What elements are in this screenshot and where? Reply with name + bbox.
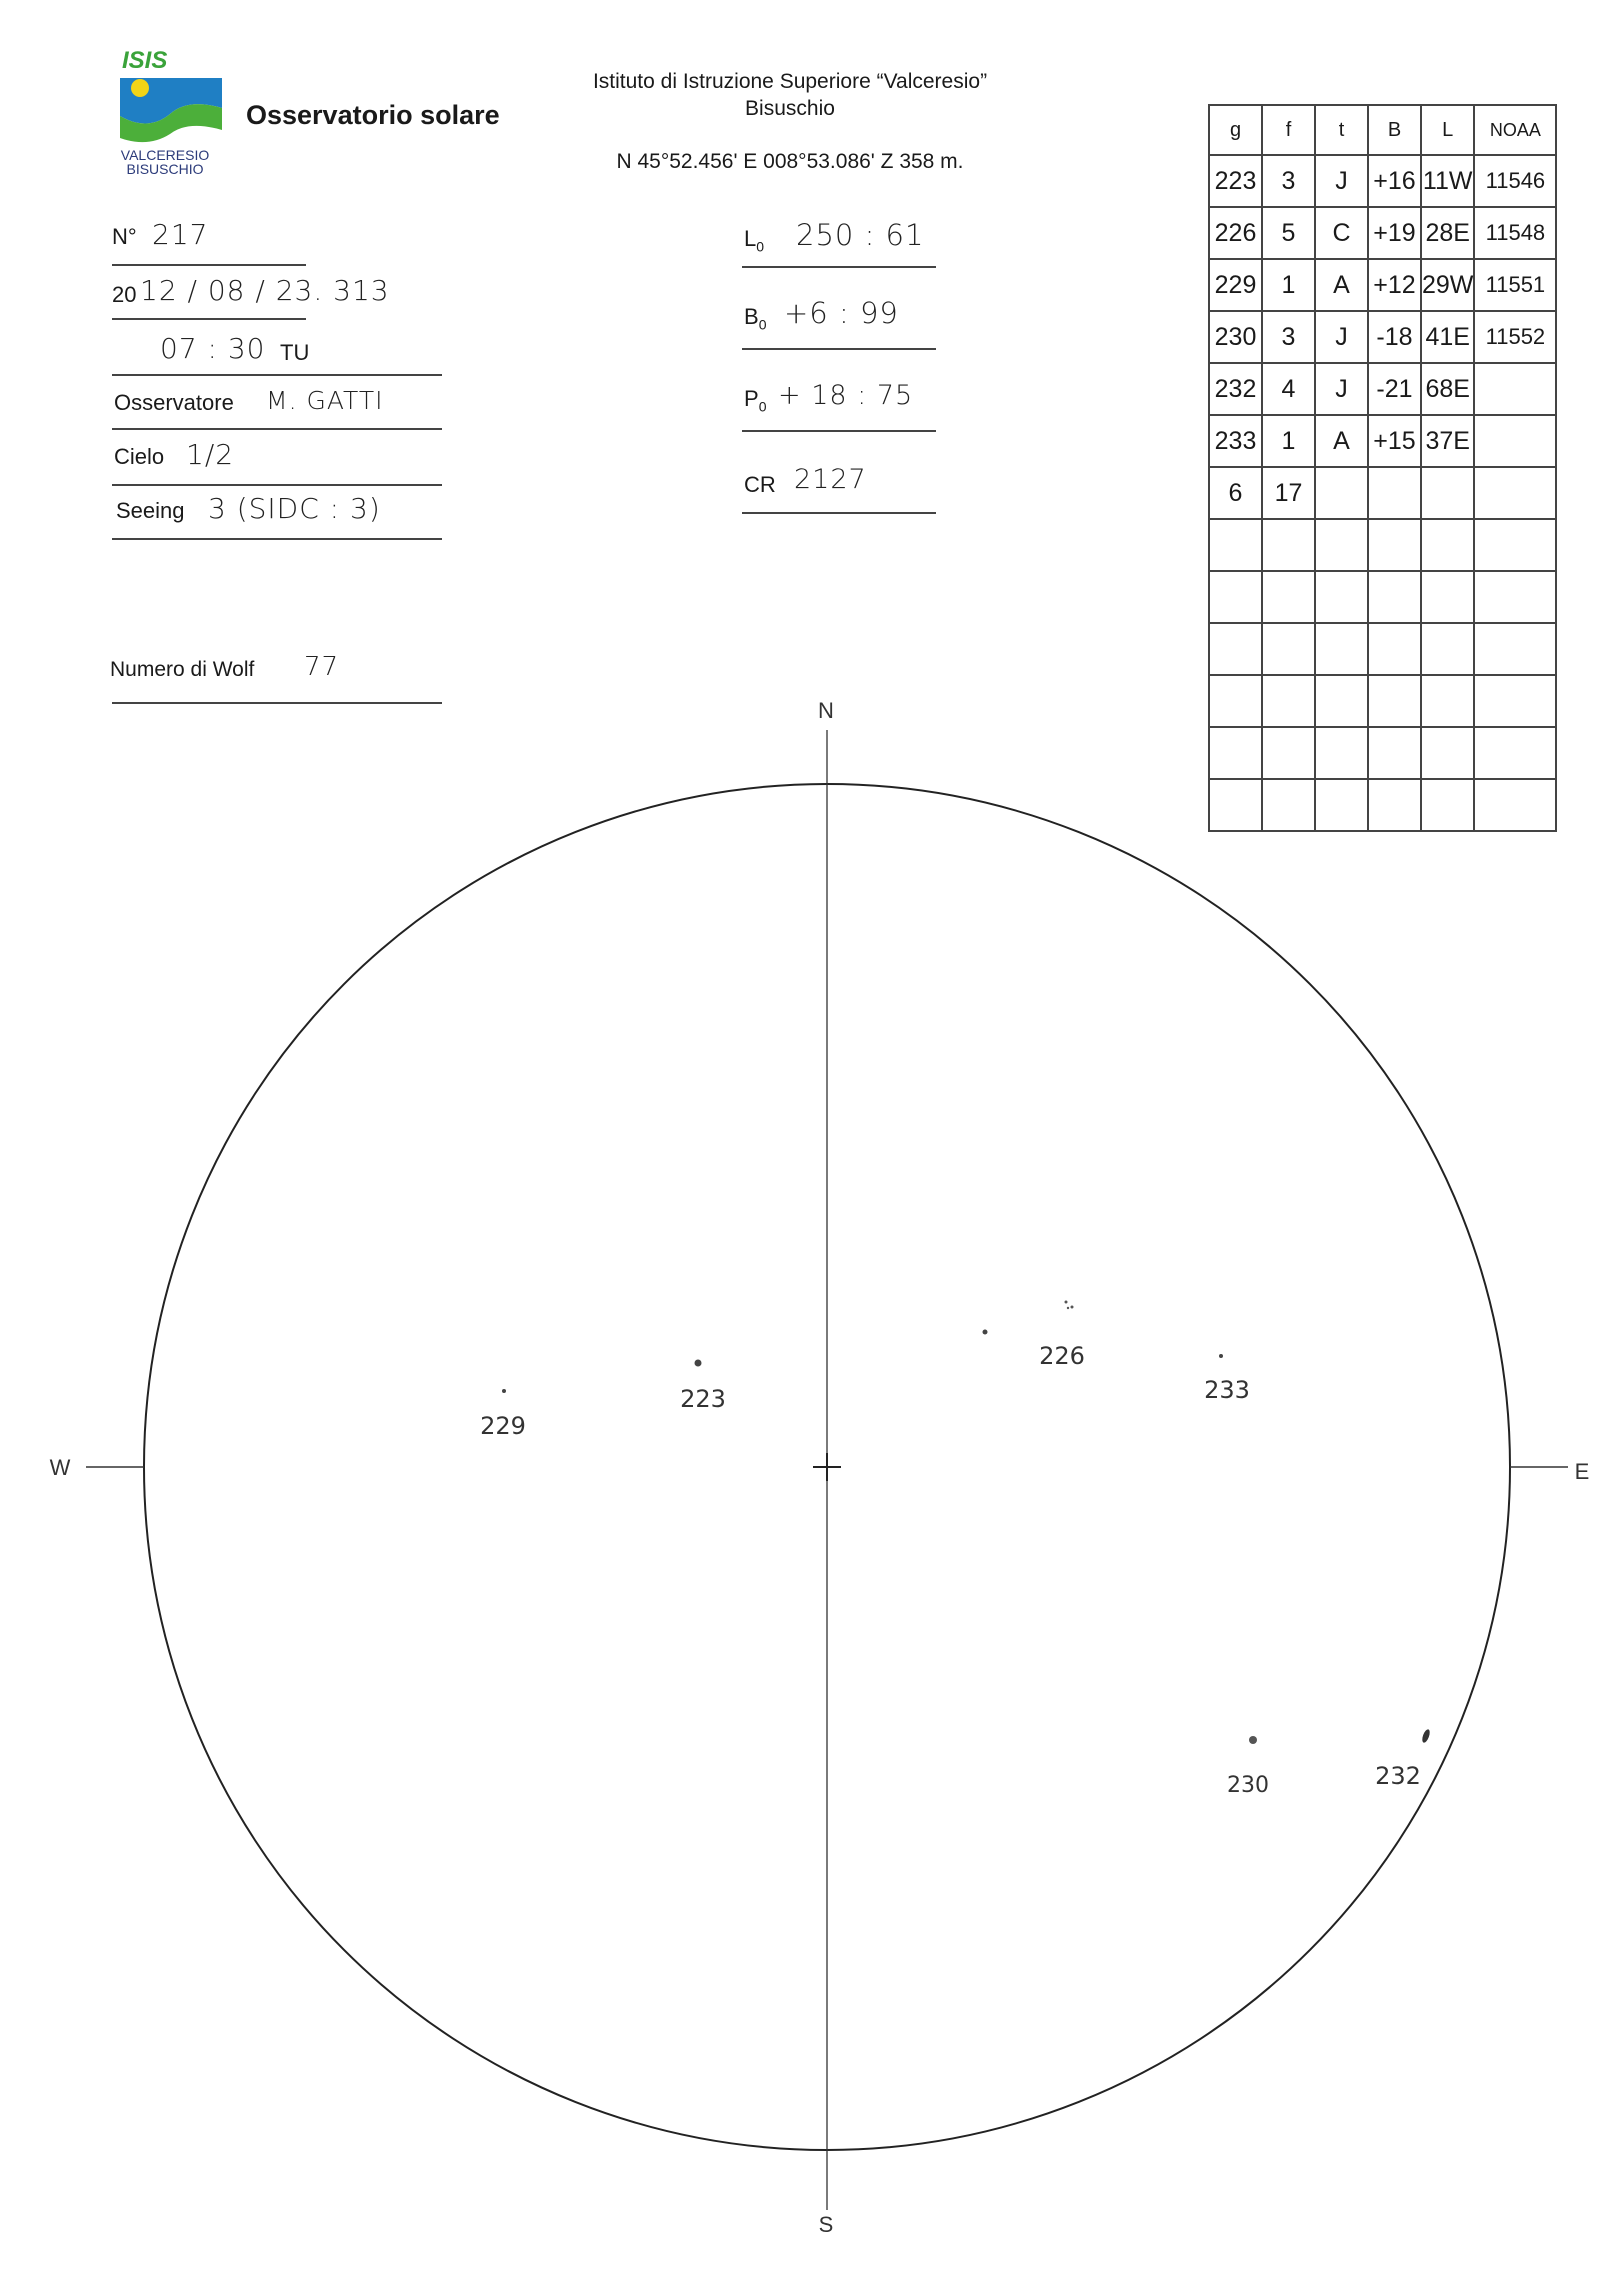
sunspot-232 xyxy=(1421,1728,1431,1743)
cell-b: +12 xyxy=(1368,259,1421,311)
observatory-title: Osservatorio solare xyxy=(246,100,500,130)
cell-noaa: 11551 xyxy=(1474,259,1556,311)
cell-noaa: 11552 xyxy=(1474,311,1556,363)
sunspot-226-a xyxy=(983,1330,988,1335)
cell-f: 1 xyxy=(1262,415,1315,467)
institute-line-1: Istituto di Istruzione Superiore “Valceresio” xyxy=(592,70,988,93)
sunspot-226-d xyxy=(1067,1307,1069,1309)
cr-value: 2127 xyxy=(794,464,867,495)
p0-value: + 18 : 75 xyxy=(778,380,914,411)
cell-l: 11W xyxy=(1421,155,1474,207)
l0-subscript: 0 xyxy=(756,238,765,255)
group-label-229: 229 xyxy=(480,1412,526,1440)
cell-t: J xyxy=(1315,363,1368,415)
sunspot-226-b xyxy=(1065,1301,1068,1304)
wolf-label: Numero di Wolf xyxy=(110,658,255,681)
sunspot-230 xyxy=(1249,1736,1257,1744)
sunspot-229 xyxy=(502,1389,506,1393)
column-header-b: B xyxy=(1368,105,1421,155)
p0-letter: P xyxy=(744,386,759,411)
cell-t: J xyxy=(1315,311,1368,363)
west-label: W xyxy=(49,1455,71,1480)
cell-g: 223 xyxy=(1209,155,1262,207)
cell-g: 226 xyxy=(1209,207,1262,259)
group-label-223: 223 xyxy=(680,1385,726,1413)
cell-b: -21 xyxy=(1368,363,1421,415)
cell-t: C xyxy=(1315,207,1368,259)
seeing-label: Seeing xyxy=(116,498,185,523)
group-label-226: 226 xyxy=(1039,1342,1085,1370)
column-header-g: g xyxy=(1209,105,1262,155)
sunspot-233 xyxy=(1219,1354,1223,1358)
sky-label: Cielo xyxy=(114,444,165,469)
south-label: S xyxy=(818,2212,834,2237)
cell-b: -18 xyxy=(1368,311,1421,363)
cell-l: 37E xyxy=(1421,415,1474,467)
cell-f: 17 xyxy=(1262,467,1315,519)
column-header-l: L xyxy=(1421,105,1474,155)
observer-label: Osservatore xyxy=(114,390,234,415)
cell-g: 230 xyxy=(1209,311,1262,363)
column-header-t: t xyxy=(1315,105,1368,155)
cell-t: A xyxy=(1315,415,1368,467)
cell-f: 5 xyxy=(1262,207,1315,259)
north-label: N xyxy=(818,698,834,723)
b0-letter: B xyxy=(744,304,759,329)
cell-l: 68E xyxy=(1421,363,1474,415)
sky-value: 1/2 xyxy=(186,438,235,471)
logo-caption-1: VALCERESIO xyxy=(120,147,210,163)
cell-g: 232 xyxy=(1209,363,1262,415)
observation-date: 12 / 08 / 23. 313 xyxy=(140,274,390,307)
sunspot-223 xyxy=(695,1360,702,1367)
cell-l: 29W xyxy=(1421,259,1474,311)
east-label: E xyxy=(1574,1459,1590,1484)
seeing-value: 3 (SIDC : 3) xyxy=(208,492,381,525)
group-label-230: 230 xyxy=(1227,1773,1269,1798)
cell-f: 3 xyxy=(1262,311,1315,363)
cell-f: 4 xyxy=(1262,363,1315,415)
date-prefix: 20 xyxy=(112,282,137,307)
group-label-233: 233 xyxy=(1204,1376,1250,1404)
l0-value: 250 : 61 xyxy=(796,218,925,252)
cell-g: 233 xyxy=(1209,415,1262,467)
cell-l: 41E xyxy=(1421,311,1474,363)
sunspot-226-c xyxy=(1071,1306,1074,1309)
cell-t: A xyxy=(1315,259,1368,311)
group-label-232: 232 xyxy=(1375,1762,1421,1790)
column-header-noaa: NOAA xyxy=(1474,105,1556,155)
cell-f: 1 xyxy=(1262,259,1315,311)
institute-line-2: Bisuschio xyxy=(745,97,835,120)
cell-b: +15 xyxy=(1368,415,1421,467)
number-label: N° xyxy=(112,224,137,249)
cell-t: J xyxy=(1315,155,1368,207)
p0-subscript: 0 xyxy=(758,398,767,415)
column-header-f: f xyxy=(1262,105,1315,155)
b0-value: +6 : 99 xyxy=(784,296,899,330)
observer-name: M. GATTI xyxy=(266,386,384,415)
cr-label: CR xyxy=(744,472,776,497)
l0-letter: L xyxy=(744,226,757,251)
cell-f: 3 xyxy=(1262,155,1315,207)
cell-g: 6 xyxy=(1209,467,1262,519)
observatory-coordinates: N 45°52.456' E 008°53.086' Z 358 m. xyxy=(616,150,964,173)
cell-b: +19 xyxy=(1368,207,1421,259)
wolf-number: 77 xyxy=(304,652,340,682)
time-unit: TU xyxy=(280,340,310,365)
logo-caption-2: BISUSCHIO xyxy=(126,161,204,177)
observation-time: 07 : 30 xyxy=(160,332,266,365)
cell-g: 229 xyxy=(1209,259,1262,311)
b0-subscript: 0 xyxy=(758,316,767,333)
cell-l: 28E xyxy=(1421,207,1474,259)
cell-b: +16 xyxy=(1368,155,1421,207)
cell-noaa: 11548 xyxy=(1474,207,1556,259)
logo-text: ISIS xyxy=(122,50,168,74)
observation-number: 217 xyxy=(152,218,209,251)
cell-noaa: 11546 xyxy=(1474,155,1556,207)
